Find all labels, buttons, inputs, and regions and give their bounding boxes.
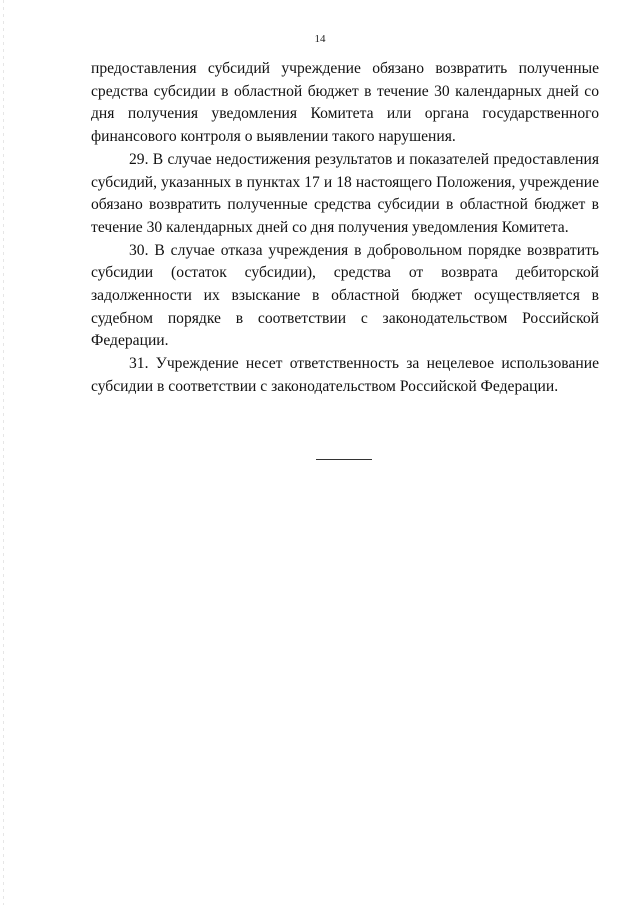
paragraph-item-30: 30. В случае отказа учреждения в добровольном порядке возвратить субсидии (остаток субсидии), средства от возврата дебиторской задолженности их взыскание в областной бюджет осуществляется в судебном порядке в соответствии с законодательством Российской Федерации. [91, 241, 599, 350]
paragraph-continuation: предоставления субсидий учреждение обязано возвратить полученные средства субсидии в областной бюджет в течение 30 календарных дней со дня получения уведомления Комитета или органа государственного финансового контроля о выявлении такого нарушения. [91, 60, 599, 146]
end-of-document-rule [316, 459, 372, 460]
paragraph-item-29: 29. В случае недостижения результатов и показателей предоставления субсидий, указанных в пунктах 17 и 18 настоящего Положения, учреждение обязано возвратить полученные средства субсидии в областной бюджет в течение 30 календарных дней со дня получения уведомления Комитета. [91, 150, 599, 236]
paragraph-item-31: 31. Учреждение несет ответственность за нецелевое использование субсидии в соответствии с законодательством Российской Федерации. [91, 355, 599, 395]
document-body [91, 58, 599, 399]
page-number: 14 [314, 33, 326, 45]
scan-edge-artifact [3, 0, 4, 905]
